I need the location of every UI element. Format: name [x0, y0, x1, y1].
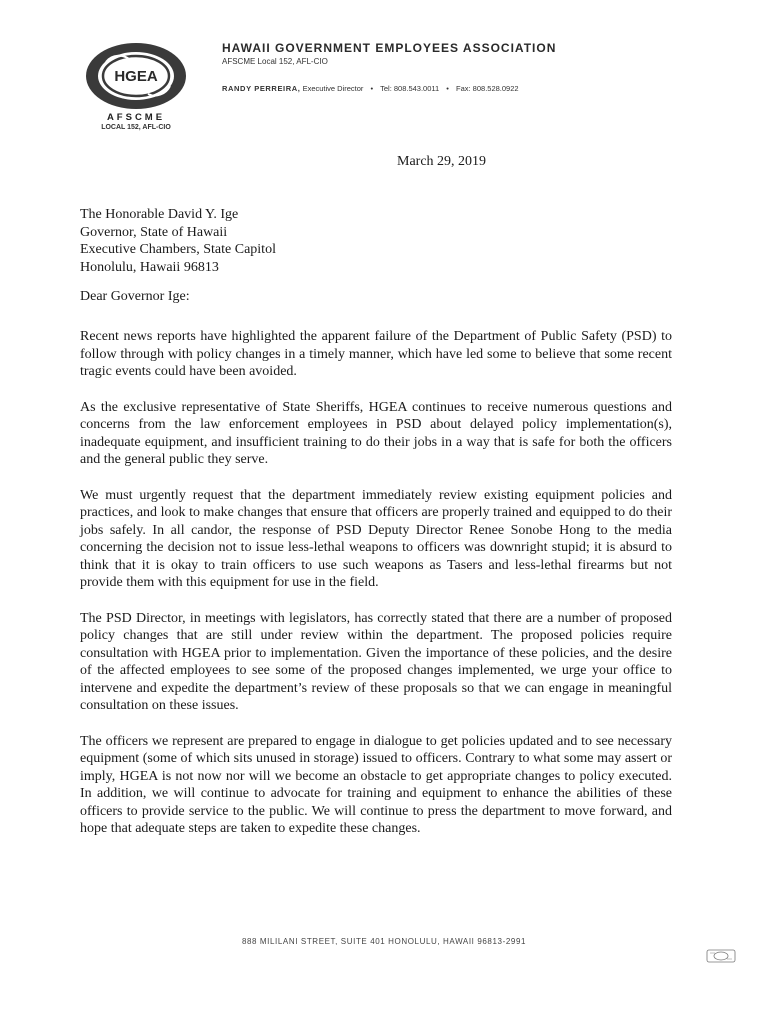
organization-name: HAWAII GOVERNMENT EMPLOYEES ASSOCIATION: [222, 41, 557, 55]
letter-date: March 29, 2019: [397, 154, 487, 169]
organization-contact: [222, 84, 519, 93]
body-paragraph: We must urgently request that the department immediately review existing equipment policies and practices, and look to make changes that ensure that officers are properly trained and equipped to do their jobs safely. In all candor, the response of PSD Deputy Director Renee Sonobe Hong to the media concerning the decision not to issue less-lethal weapons to officers was downright stupid; it is absurd to think that it is okay to train officers to use such weapons as Tasers and less-lethal firearms but not provide them with this equipment for use in the field.: [80, 487, 672, 590]
hgea-logo: [82, 40, 190, 138]
footer-address: 888 MILILANI STREET, SUITE 401 HONOLULU, HAWAII 96813-2991: [241, 937, 527, 946]
recipient-address: [80, 206, 276, 276]
union-bug-icon: [706, 948, 736, 964]
fax: Fax: 808.528.0922: [456, 84, 519, 93]
salutation: Dear Governor Ige:: [80, 289, 190, 304]
executive-title: Executive Director: [302, 84, 364, 93]
hgea-logo-emblem: [82, 40, 190, 112]
logo-local: LOCAL 152, AFL-CIO: [101, 124, 171, 131]
bullet-separator: •: [370, 84, 374, 93]
address-line: The Honorable David Y. Ige: [80, 207, 239, 222]
body-paragraph: The PSD Director, in meetings with legislators, has correctly stated that there are a number of proposed policy changes that are still under review within the department. The proposed policies require consultation with HGEA prior to implementation. Given the importance of these policies, and the desire of the affected employees to see some of the proposed changes implemented, we urge your office to intervene and expedite the department’s review of these proposals so that we can engage in meaningful consultation on these issues.: [80, 610, 672, 713]
address-line: Honolulu, Hawaii 96813: [80, 259, 219, 275]
address-line: Executive Chambers, State Capitol: [80, 242, 276, 257]
body-paragraph: As the exclusive representative of State Sheriffs, HGEA continues to receive numerous questions and concerns from the law enforcement employees in PSD about delayed policy implementation(s), inadequate equipment, and insufficient training to do their jobs in a way that is safe for both the officers and the general public they serve.: [80, 399, 672, 467]
body-paragraph: Recent news reports have highlighted the apparent failure of the Department of Public Safety (PSD) to follow through with policy changes in a timely manner, which have led some to believe that some recent tragic events could have been avoided.: [80, 329, 672, 379]
telephone: Tel: 808.543.0011: [380, 84, 440, 93]
executive-name: RANDY PERREIRA,: [222, 84, 301, 93]
logo-text: HGEA: [114, 68, 158, 85]
address-line: Governor, State of Hawaii: [80, 224, 228, 240]
bullet-separator: •: [446, 84, 449, 93]
body-paragraph: The officers we represent are prepared to engage in dialogue to get policies updated and to see necessary equipment (some of which sits unused in storage) issued to officers. Contrary to what some may assert or imply, HGEA is not now nor will we become an obstacle to get appropriate changes to policy executed. In addition, we will continue to advocate for training and equipment to enhance the abilities of these officers to provide service to the public. We will continue to press the department to move forward, and hope that adequate steps are taken to expedite these changes.: [80, 733, 672, 836]
organization-affiliation: AFSCME Local 152, AFL-CIO: [222, 57, 328, 66]
logo-afscme: AFSCME: [106, 112, 166, 123]
letter-body: [80, 328, 672, 856]
